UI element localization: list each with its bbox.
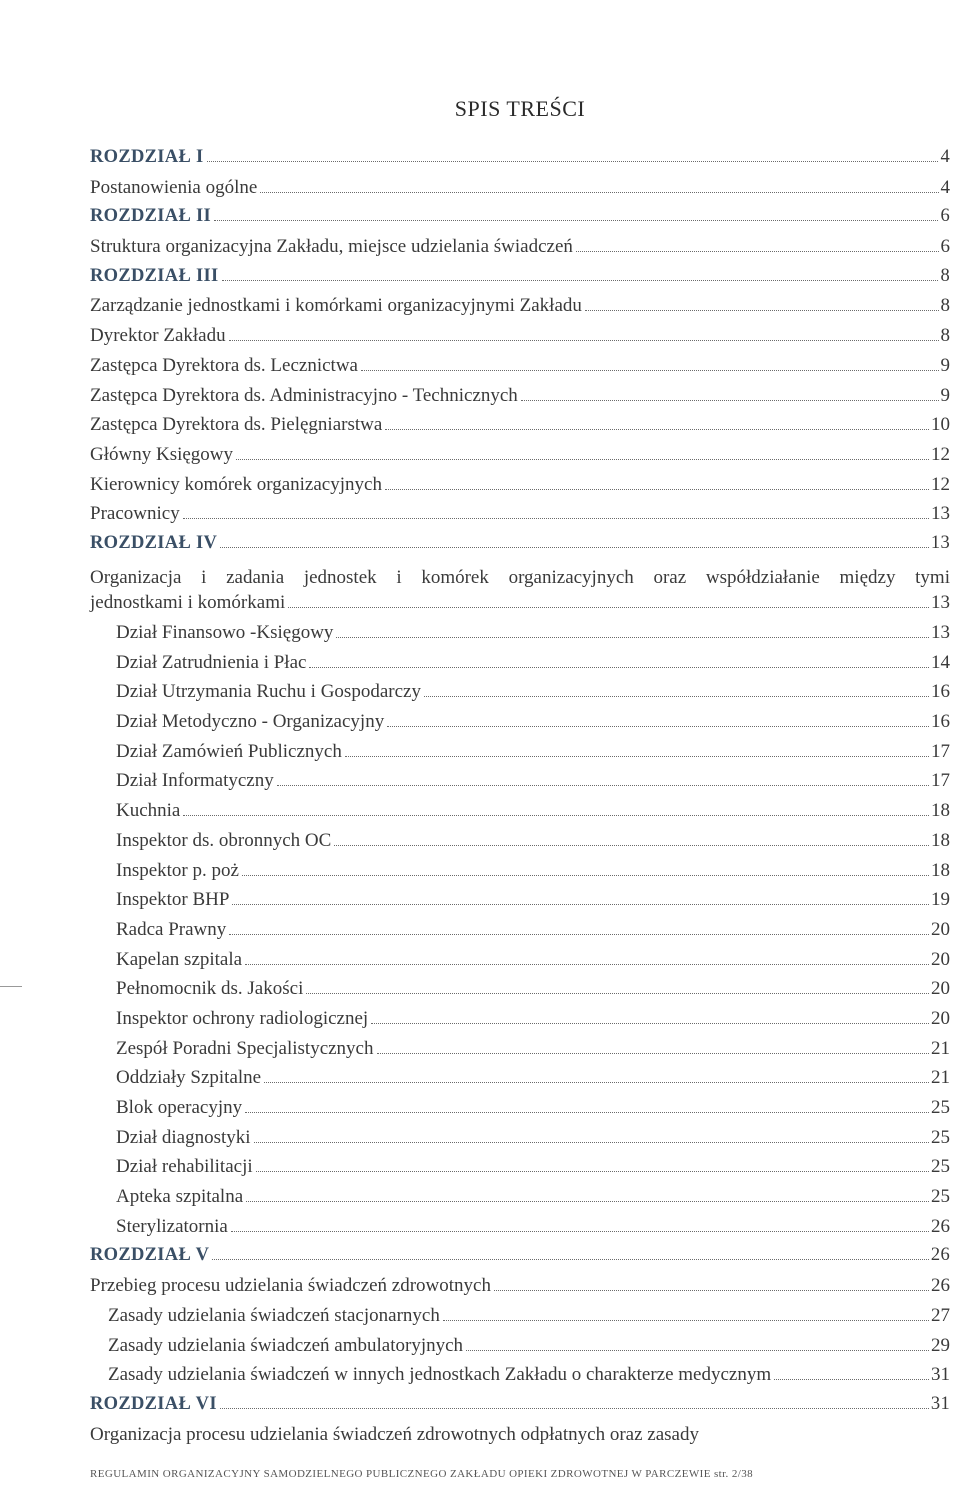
dot-leader [212,1259,929,1260]
dot-leader [345,756,929,757]
toc-page-number: 26 [930,1245,950,1266]
table-of-contents [90,147,950,1453]
dot-leader [220,1408,929,1409]
toc-entry[interactable] [90,236,950,266]
toc-entry-label: Kuchnia [116,800,181,822]
dot-leader [242,875,929,876]
toc-entry[interactable] [90,474,950,504]
toc-entry-label: ROZDZIAŁ I [90,147,204,167]
toc-entry[interactable] [90,1097,950,1127]
toc-page-number: 17 [931,740,950,762]
dot-leader [207,161,939,162]
toc-entry[interactable] [90,592,950,622]
toc-entry[interactable] [90,1424,950,1454]
toc-page-number: 12 [931,443,950,465]
dot-leader [385,429,929,430]
toc-page-number: 21 [931,1067,950,1089]
toc-entry[interactable] [90,444,950,474]
dot-leader [222,280,939,281]
toc-entry-label: Organizacja procesu udzielania świadczeń zdrowotnych odpłatnych oraz zasady [90,1423,699,1445]
toc-entry-label: Dział Zamówień Publicznych [116,740,342,762]
dot-leader [521,400,939,401]
toc-entry-label: Oddziały Szpitalne [116,1067,262,1089]
toc-page-number: 25 [931,1156,950,1178]
toc-entry[interactable] [90,1127,950,1157]
dot-leader [277,785,929,786]
toc-entry-label: Radca Prawny [116,918,227,940]
dot-leader [245,1112,929,1113]
toc-entry[interactable] [90,414,950,444]
toc-page-number: 10 [931,414,950,436]
toc-page-number: 19 [931,889,950,911]
toc-entry[interactable] [90,652,950,682]
toc-entry-label: Zespół Poradni Specjalistycznych [116,1037,374,1059]
toc-page-number: 16 [931,711,950,733]
toc-page-number: 13 [931,503,950,525]
toc-entry-label: Zastępca Dyrektora ds. Lecznictwa [90,354,358,376]
toc-entry-label: Dyrektor Zakładu [90,325,226,347]
toc-entry[interactable] [90,919,950,949]
toc-entry[interactable] [90,949,950,979]
toc-entry[interactable] [90,830,950,860]
toc-entry[interactable] [90,295,950,325]
toc-page-number: 17 [931,770,950,792]
toc-entry[interactable] [90,1186,950,1216]
toc-chapter-entry[interactable] [90,266,950,296]
toc-page-number: 21 [931,1037,950,1059]
toc-entry-label: Struktura organizacyjna Zakładu, miejsce udzielania świadczeń [90,236,573,258]
toc-entry[interactable] [90,681,950,711]
toc-entry-label: Dział Utrzymania Ruchu i Gospodarczy [116,681,421,703]
toc-entry-label: Inspektor ds. obronnych OC [116,829,332,851]
toc-entry-label: Zastępca Dyrektora ds. Pielęgniarstwa [90,414,383,436]
toc-entry-label: Inspektor ochrony radiologicznej [116,1007,369,1029]
toc-chapter-entry[interactable] [90,1245,950,1275]
toc-entry-label: Zastępca Dyrektora ds. Administracyjno - Technicznych [90,384,518,406]
dot-leader [309,667,929,668]
dot-leader [229,934,929,935]
dot-leader [220,547,929,548]
toc-entry-label: Blok operacyjny [116,1097,243,1119]
toc-page-number: 6 [940,236,950,258]
toc-entry-label: Zarządzanie jednostkami i komórkami organizacyjnymi Zakładu [90,295,582,317]
dot-leader [387,726,929,727]
toc-page-number: 13 [931,592,950,614]
toc-page-number: 14 [931,651,950,673]
toc-entry[interactable] [90,503,950,533]
toc-entry-label: Inspektor BHP [116,889,230,911]
toc-entry[interactable] [90,889,950,919]
toc-entry-label: Główny Księgowy [90,443,234,465]
dot-leader [336,637,929,638]
dot-leader [236,459,929,460]
toc-entry-label: ROZDZIAŁ VI [90,1393,217,1414]
toc-entry[interactable] [90,1275,950,1305]
toc-entry-label: Dział diagnostyki [116,1126,251,1148]
dot-leader [183,815,929,816]
toc-page-number: 31 [930,1393,950,1414]
toc-entry-label: Dział Finansowo -Księgowy [116,622,334,644]
toc-entry-label: Kapelan szpitala [116,948,243,970]
toc-entry[interactable] [90,177,950,207]
toc-page-number: 18 [931,800,950,822]
dot-leader [256,1171,929,1172]
dot-leader [229,340,939,341]
toc-entry[interactable] [90,622,950,652]
toc-page-number: 20 [931,918,950,940]
toc-entry[interactable] [90,860,950,890]
toc-page-number: 25 [931,1097,950,1119]
toc-entry[interactable] [90,355,950,385]
toc-entry-label: Sterylizatornia [116,1215,228,1237]
toc-entry[interactable] [90,1216,950,1246]
toc-entry[interactable] [90,325,950,355]
toc-entry-label: Zasady udzielania świadczeń stacjonarnych [108,1304,440,1326]
toc-entry-label: ROZDZIAŁ II [90,206,212,227]
toc-entry-label: Pracownicy [90,503,180,525]
dot-leader [585,310,939,311]
toc-chapter-entry[interactable] [90,1394,950,1424]
dot-leader [231,1231,929,1232]
toc-entry[interactable] [90,1364,950,1394]
dot-leader [774,1379,929,1380]
toc-page-number: 25 [931,1126,950,1148]
toc-page-number: 26 [931,1215,950,1237]
dot-leader [385,489,929,490]
toc-entry-label: Dział Zatrudnienia i Płac [116,651,307,673]
toc-entry-label: Zasady udzielania świadczeń ambulatoryjnych [108,1334,464,1356]
toc-entry[interactable] [90,770,950,800]
toc-entry[interactable] [90,978,950,1008]
toc-page-number: 25 [931,1186,950,1208]
dot-leader [443,1320,929,1321]
dot-leader [232,904,929,905]
toc-entry-label: Apteka szpitalna [116,1186,244,1208]
toc-entry[interactable] [90,1335,950,1365]
dot-leader [264,1082,929,1083]
dot-leader [424,696,929,697]
toc-entry[interactable] [90,1067,950,1097]
margin-mark [0,986,22,987]
toc-entry[interactable] [90,711,950,741]
toc-page-number: 8 [940,265,950,286]
dot-leader [576,251,939,252]
toc-entry[interactable] [90,800,950,830]
toc-page-number: 6 [940,206,950,227]
toc-page-number: 13 [930,532,950,553]
toc-page-number: 4 [940,147,950,167]
dot-leader [371,1023,929,1024]
dot-leader [245,964,929,965]
toc-entry-label: Zasady udzielania świadczeń w innych jednostkach Zakładu o charakterze medycznym [108,1364,772,1386]
toc-chapter-entry[interactable] [90,533,950,563]
toc-page-number: 31 [931,1364,950,1386]
toc-chapter-entry[interactable] [90,147,950,177]
dot-leader [214,220,938,221]
dot-leader [260,192,938,193]
dot-leader [246,1201,929,1202]
page-title: SPIS TREŚCI [454,96,586,121]
dot-leader [334,845,929,846]
toc-page-number: 16 [931,681,950,703]
toc-page-number: 4 [940,176,950,198]
toc-entry-label: Postanowienia ogólne [90,176,258,198]
toc-page-number: 8 [940,295,950,317]
toc-entry-label: ROZDZIAŁ V [90,1245,210,1266]
toc-entry-label: Kierownicy komórek organizacyjnych [90,473,382,495]
toc-entry-label: jednostkami i komórkami [90,592,286,614]
toc-entry-label: Przebieg procesu udzielania świadczeń zdrowotnych [90,1275,491,1297]
toc-entry-label: ROZDZIAŁ III [90,265,219,286]
toc-entry-label: Organizacja i zadania jednostek i komórek organizacyjnych oraz współdziałanie między tymi [90,566,950,588]
toc-entry-label: Dział Metodyczno - Organizacyjny [116,711,385,733]
toc-page-number: 20 [931,1007,950,1029]
page-footer: REGULAMIN ORGANIZACYJNY SAMODZIELNEGO PUBLICZNEGO ZAKŁADU OPIEKI ZDROWOTNEJ W PARCZEWIE str. 2/38 [90,1468,754,1480]
dot-leader [183,518,929,519]
toc-page-number: 13 [931,622,950,644]
toc-page-number: 9 [940,354,950,376]
toc-entry-label: Inspektor p. poż [116,859,239,881]
toc-entry[interactable] [90,1156,950,1186]
dot-leader [361,370,939,371]
dot-leader [466,1350,929,1351]
toc-entry[interactable] [90,1008,950,1038]
toc-entry-label: Dział rehabilitacji [116,1156,253,1178]
toc-page-number: 20 [931,948,950,970]
toc-page-number: 27 [931,1304,950,1326]
toc-entry-label: Pełnomocnik ds. Jakości [116,978,304,1000]
toc-chapter-entry[interactable] [90,206,950,236]
toc-entry[interactable] [90,1305,950,1335]
toc-entry[interactable] [90,385,950,415]
toc-entry[interactable] [90,741,950,771]
dot-leader [377,1053,930,1054]
dot-leader [254,1142,929,1143]
toc-page-number: 20 [931,978,950,1000]
dot-leader [494,1290,929,1291]
toc-entry-label: ROZDZIAŁ IV [90,532,218,553]
toc-page-number: 29 [931,1334,950,1356]
toc-entry-label: Dział Informatyczny [116,770,274,792]
toc-page-number: 9 [940,384,950,406]
dot-leader [288,607,929,608]
toc-page-number: 12 [931,473,950,495]
toc-entry[interactable] [90,1038,950,1068]
toc-page-number: 8 [940,325,950,347]
toc-page-number: 26 [931,1275,950,1297]
toc-page-number: 18 [931,859,950,881]
toc-entry[interactable] [90,563,950,593]
toc-page-number: 18 [931,829,950,851]
dot-leader [306,993,929,994]
